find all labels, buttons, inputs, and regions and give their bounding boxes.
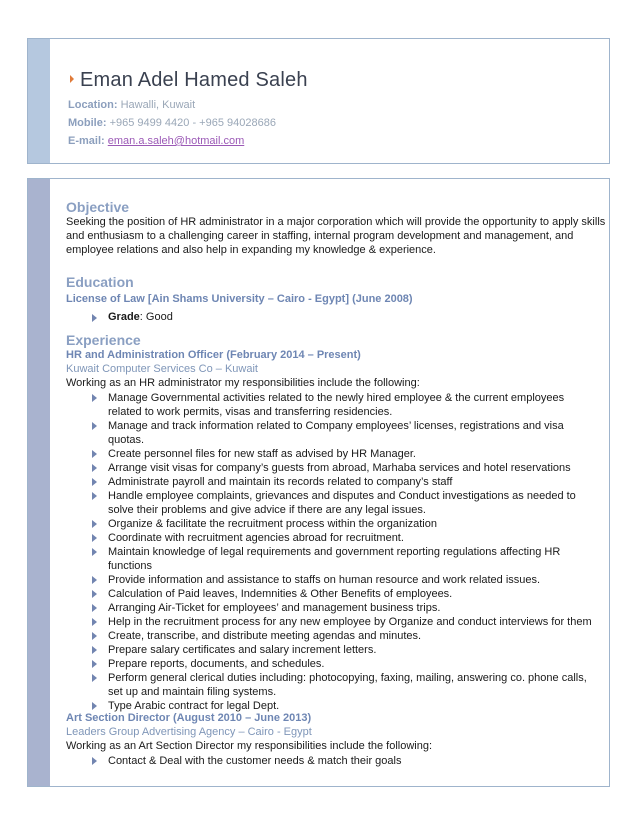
list-item	[90, 447, 600, 461]
body-accent-bar	[28, 179, 50, 786]
mobile-label: Mobile:	[68, 117, 107, 129]
job-employer-2: Leaders Group Advertising Agency – Cairo - Egypt	[66, 726, 312, 738]
email-label: E-mail:	[68, 135, 105, 147]
list-item-text: Type Arabic contract for legal Dept.	[108, 700, 280, 712]
bullet-arrow-icon	[92, 422, 97, 430]
bullet-arrow-icon	[92, 492, 97, 500]
education-heading: Education	[66, 274, 134, 290]
list-item-text: Provide information and assistance to staffs on human resource and work related issues.	[108, 574, 541, 586]
list-item-text: Perform general clerical duties including: photocopying, faxing, mailing, answering co. phone calls, set up and maintain filing systems.	[108, 672, 587, 698]
job-employer-1: Kuwait Computer Services Co – Kuwait	[66, 363, 258, 375]
list-item-text: Manage Governmental activities related to the newly hired employee & the current employees related to work permits, visas and transferring residencies.	[108, 392, 565, 418]
list-item	[90, 531, 600, 545]
list-item	[90, 629, 600, 643]
header-accent-bar	[28, 39, 50, 163]
grade-label: Grade	[108, 311, 140, 323]
bullet-arrow-icon	[92, 548, 97, 556]
list-item-text: Handle employee complaints, grievances and disputes and Conduct investigations as needed to solve their problems and give advice if there are any legal issues.	[108, 490, 576, 516]
list-item	[90, 545, 600, 573]
email-line	[68, 135, 244, 147]
education-degree: License of Law [Ain Shams University – Cairo - Egypt] (June 2008)	[66, 293, 413, 305]
list-item	[90, 419, 600, 447]
list-item	[90, 615, 600, 629]
list-item	[90, 587, 600, 601]
job-intro-1: Working as an HR administrator my responsibilities include the following:	[66, 377, 420, 389]
location-value: Hawalli, Kuwait	[120, 99, 196, 111]
list-item	[90, 657, 600, 671]
job-responsibilities-1	[90, 391, 600, 713]
candidate-name	[70, 69, 308, 92]
email-link[interactable]: eman.a.saleh@hotmail.com	[107, 135, 245, 147]
list-item	[90, 601, 600, 615]
list-item	[90, 461, 600, 475]
list-item	[90, 475, 600, 489]
bullet-arrow-icon	[92, 632, 97, 640]
bullet-arrow-icon	[92, 478, 97, 486]
bullet-arrow-icon	[92, 534, 97, 542]
bullet-arrow-icon	[92, 576, 97, 584]
list-item-text: Help in the recruitment process for any new employee by Organize and conduct interviews for them	[108, 616, 592, 628]
list-item	[90, 517, 600, 531]
name-text: Eman Adel Hamed Saleh	[80, 69, 308, 91]
bullet-arrow-icon	[92, 702, 97, 710]
bullet-arrow-icon	[92, 394, 97, 402]
bullet-arrow-icon	[92, 520, 97, 528]
bullet-arrow-icon	[92, 618, 97, 626]
experience-heading: Experience	[66, 332, 141, 348]
list-item	[90, 643, 600, 657]
bullet-arrow-icon	[70, 75, 74, 83]
job-responsibilities-2	[90, 754, 600, 768]
list-item-text: Contact & Deal with the customer needs & match their goals	[108, 755, 402, 767]
grade-value: : Good	[139, 311, 173, 323]
job-intro-2: Working as an Art Section Director my responsibilities include the following:	[66, 740, 433, 752]
bullet-arrow-icon	[92, 450, 97, 458]
bullet-arrow-icon	[92, 674, 97, 682]
job-title-1: HR and Administration Officer (February 2014 – Present)	[66, 349, 361, 361]
list-item-text: Create personnel files for new staff as advised by HR Manager.	[108, 448, 416, 460]
list-item-text: Organize & facilitate the recruitment process within the organization	[108, 518, 437, 530]
objective-heading: Objective	[66, 199, 130, 215]
list-item	[90, 699, 600, 713]
bullet-arrow-icon	[92, 646, 97, 654]
list-item-text: Administrate payroll and maintain its records related to company’s staff	[108, 476, 453, 488]
bullet-arrow-icon	[92, 464, 97, 472]
header-card	[27, 38, 610, 164]
bullet-arrow-icon	[92, 590, 97, 598]
list-item	[90, 391, 600, 419]
list-item-text: Prepare reports, documents, and schedules.	[108, 658, 325, 670]
resume-body-card	[27, 178, 610, 787]
list-item	[90, 573, 600, 587]
bullet-arrow-icon	[92, 757, 97, 765]
bullet-arrow-icon	[92, 660, 97, 668]
list-item-text: Manage and track information related to Company employees’ licenses, registrations and visa quotas.	[108, 420, 564, 446]
list-item	[90, 754, 600, 768]
list-item-text: Create, transcribe, and distribute meeting agendas and minutes.	[108, 630, 422, 642]
list-item-text: Coordinate with recruitment agencies abroad for recruitment.	[108, 532, 404, 544]
education-grade	[90, 311, 173, 323]
list-item-text: Arrange visit visas for company’s guests from abroad, Marhaba services and hotel reservations	[108, 462, 571, 474]
list-item-text: Maintain knowledge of legal requirements and government reporting regulations affecting HR functions	[108, 546, 561, 572]
bullet-arrow-icon	[92, 604, 97, 612]
location-line	[68, 99, 195, 111]
bullet-arrow-icon	[92, 314, 97, 322]
mobile-line	[68, 117, 276, 129]
location-label: Location:	[68, 99, 118, 111]
list-item-text: Arranging Air-Ticket for employees’ and management business trips.	[108, 602, 441, 614]
list-item-text: Calculation of Paid leaves, Indemnities & Other Benefits of employees.	[108, 588, 453, 600]
objective-text: Seeking the position of HR administrator in a major corporation which will provide the opportunity to apply skills and enthusiasm to a challenging career in staffing, internal program development and management, and employee relations and also help in expanding my knowledge & experience.	[66, 216, 606, 256]
list-item-text: Prepare salary certificates and salary increment letters.	[108, 644, 377, 656]
mobile-value: +965 9499 4420 - +965 94028686	[109, 117, 276, 129]
list-item	[90, 671, 600, 699]
job-title-2: Art Section Director (August 2010 – June 2013)	[66, 712, 312, 724]
list-item	[90, 489, 600, 517]
